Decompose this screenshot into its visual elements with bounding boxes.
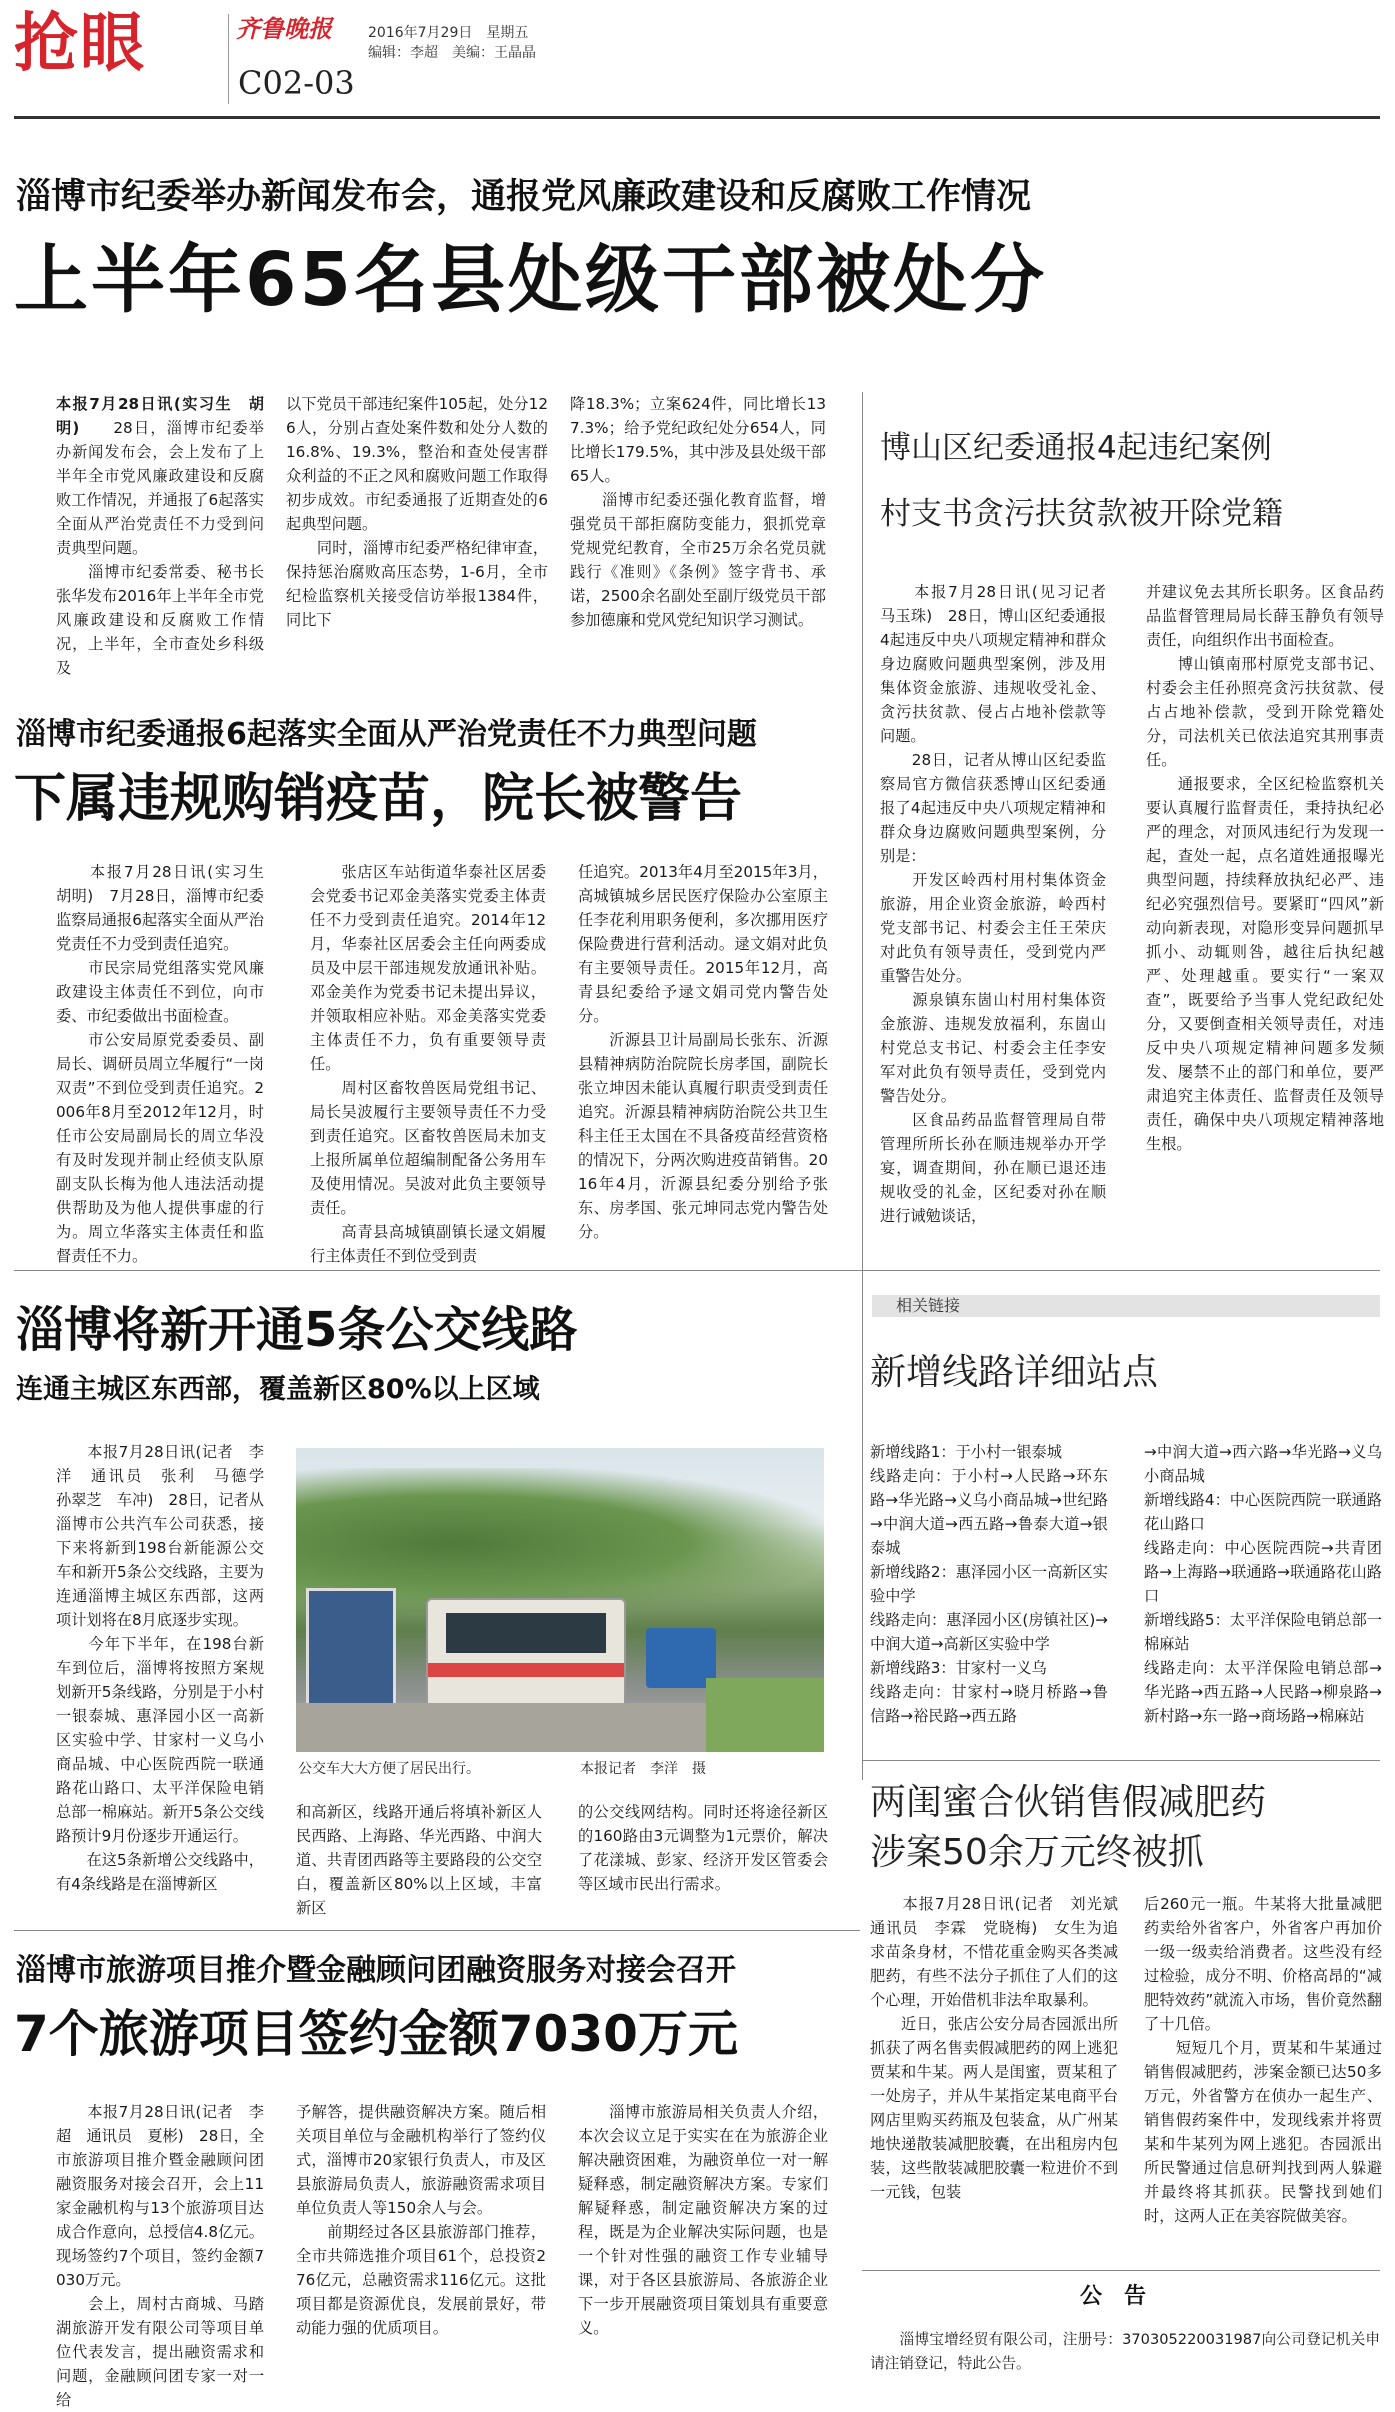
boshan-title-2: 村支书贪污扶贫款被开除党籍 <box>880 496 1283 532</box>
lead-body-1: 28日，淄博市纪委举办新闻发布会，会上发布了上半年全市党风廉政建设和反腐败工作情况，并通报了6起落实全面从严治党责任不力受到问责典型问题。 淄博市纪委常委、秘书长张华发布2016年上半年全市党风廉政建设和反腐败工作情况，上半年，全市查处乡科级及 <box>56 419 264 677</box>
issue-date: 2016年7月29日 星期五 <box>368 25 529 41</box>
editor-credit: 编辑：李超 美编：王晶晶 <box>368 45 536 61</box>
lead-dateline: 本报7月28日讯(实习生 胡明) <box>56 395 264 437</box>
page-number: C02-03 <box>238 64 355 102</box>
notice-top-rule <box>862 2270 1380 2271</box>
lead-headline: 上半年65名县处级干部被处分 <box>14 237 1047 323</box>
tourism-headline: 7个旅游项目签约金额7030万元 <box>14 2005 738 2063</box>
boshan-col-2: 并建议免去其所长职务。区食品药品监督管理局局长薛玉静负有领导责任，向组织作出书面检查。 博山镇南邢村原党支部书记、村委会主任孙照亮贪污扶贫款、侵占占地补偿款，受到开除党籍处分，司法机关已依法追究其刑事责任。 通报要求，全区纪检监察机关要认真履行监督责任，秉持执纪必严的理念，对顶风违纪行为发现一起，查处一起，点名道姓通报曝光典型问题，持续释放执纪必严、违纪必究强烈信号。要紧盯“四风”新动向新表现，对隐形变异问题抓早抓小、动辄则咎，越往后执纪越严、处理越重。要实行“一案双查”，既要给予当事人党纪政纪处分，又要倒查相关领导责任，对违反中央八项规定精神问题多发频发、屡禁不止的部门和单位，要严肃追究主体责任、监督责任及领导责任，确保中央八项规定精神落地生根。 <box>1146 583 1384 1153</box>
routes-left-rule <box>862 1290 863 1780</box>
photo-caption: 公交车大大方便了居民出行。 <box>298 1761 480 1777</box>
bus-col-1: 本报7月28日讯(记者 李洋 通讯员 张利 马德学 孙翠芝 车冲) 28日，记者从淄博市公共汽车公司获悉，接下来将新到198台新能源公交车和新开5条公交线路，主要为连通淄博主城区东西部，这两项计划将在8月底逐步实现。 今年下半年，在198台新车到位后，淄博将按照方案规划新开5条线路，分别是于小村一银泰城、惠泽园小区一高新区实验中学、甘家村一义乌小商品城、中心医院西院一联通路花山路口、太平洋保险电销总部一棉麻站。新开5条公交线路预计9月份逐步开通运行。 在这5条新增公交线路中，有4条线路是在淄博新区 <box>56 1443 264 1893</box>
tourism-top-rule <box>14 1930 860 1931</box>
vaccine-col-2: 张店区车站街道华泰社区居委会党委书记邓金美落实党委主体责任不力受到责任追究。2014年12月，华泰社区居委会主任向两委成员及中层干部违规发放通讯补贴。邓金美作为党委书记未提出异议，并领取相应补贴。邓金美落实党委主体责任不力，负有重要领导责任。 周村区畜牧兽医局党组书记、局长吴波履行主要领导责任不力受到责任追究。区畜牧兽医局未加支上报所属单位超编制配备公务用车及使用情况。吴波对此负主要领导责任。 高青县高城镇副镇长逯文娟履行主体责任不到位受到责 <box>310 863 546 1265</box>
vaccine-col-1: 本报7月28日讯(实习生 胡明) 7月28日，淄博市纪委监察局通报6起落实全面从严治党责任不力受到责任追究。 市民宗局党组落实党风廉政建设主体责任不到位，向市委、市纪委做出书面检查。 市公安局原党委委员、副局长、调研员周立华履行“一岗双责”不到位受到责任追究。2006年8月至2012年12月，时任市公安局副局长的周立华没有及时发现并制止经侦支队原副支队长梅为他人违法活动提供帮助及为他人提供事虚的行为。周立华落实主体责任和监督责任不力。 <box>56 863 264 1265</box>
bus-window <box>446 1613 606 1653</box>
bus-col-3: 的公交线网结构。同时还将途径新区的160路由3元调整为1元票价，解决了花漾城、彭家、经济开发区管委会等区域市民出行需求。 <box>578 1803 828 1893</box>
lead-col-3: 降18.3%；立案624件，同比增长137.3%；给予党纪政纪处分654人，同比增长179.5%，其中涉及县处级干部65人。 淄博市纪委还强化教育监督，增强党员干部拒腐防变能力，狠抓党章党规党纪教育，全市25万余名党员就践行《准则》《条例》签字背书、承诺，2500余名副处至副厅级党员干部参加德廉和党风党纪知识学习测试。 <box>570 395 826 629</box>
fertilizer-headline-1: 两闺蜜合伙销售假减肥药 <box>870 1782 1267 1823</box>
vaccine-headline: 下属违规购销疫苗，院长被警告 <box>14 769 743 829</box>
bus-photo <box>296 1448 824 1752</box>
routes-title: 新增线路详细站点 <box>870 1352 1159 1393</box>
fertilizer-col-1: 本报7月28日讯(记者 刘光斌 通讯员 李霖 党晓梅) 女生为追求苗条身材，不惜花重金购买各类减肥药，有些不法分子抓住了人们的这个心理，开始借机非法牟取暴利。 近日，张店公安分局杏园派出所抓获了两名售卖假减肥药的网上逃犯贾某和牛某。两人是闺蜜，贾某租了一处房子，并从牛某指定某电商平台网店里购买药瓶及包装盒，从广州某地快递散装减肥胶囊，在出租房内包装，这些散装减肥胶囊一粒进价不到一元钱，包装 <box>870 1895 1118 2201</box>
notice-title: 公 告 <box>1080 2284 1147 2309</box>
bus-shelter <box>306 1588 396 1708</box>
masthead-divider <box>228 14 229 104</box>
lead-col-2: 以下党员干部违纪案件105起，处分126人，分别占查处案件数和处分人数的16.8%、19.3%，整治和查处侵害群众利益的不正之风和腐败问题工作取得初步成效。市纪委通报了近期查处的6起典型问题。 同时，淄博市纪委严格纪律审查，保持惩治腐败高压态势，1-6月，全市纪检监察机关接受信访举报1384件，同比下 <box>286 395 548 629</box>
vaccine-col-3: 任追究。2013年4月至2015年3月，高城镇城乡居民医疗保险办公室原主任李花利用职务便利，多次挪用医疗保险费进行营利活动。逯文娟对此负有主要领导责任。2015年12月，高青县纪委给予逯文娟司党内警告处分。 沂源县卫计局副局长张东、沂源县精神病防治院院长房孝国，副院长张立坤因未能认真履行职责受到责任追究。沂源县精神病防治院公共卫生科主任王太国在不具备疫苗经营资格的情况下，分两次购进疫苗销售。2016年4月，沂源县纪委分别给予张东、房孝国、张元坤同志党内警告处分。 <box>578 863 828 1241</box>
photo-credit: 本报记者 李洋 摄 <box>580 1761 706 1777</box>
fertilizer-top-rule <box>862 1760 1380 1761</box>
lead-kicker: 淄博市纪委举办新闻发布会，通报党风廉政建设和反腐败工作情况 <box>16 177 1032 217</box>
tourism-col-3: 淄博市旅游局相关负责人介绍，本次会议立足于实实在在为旅游企业解决融资困难，为融资单位一对一解疑释惑，制定融资解决方案。专家们解疑释惑，制定融资解决方案的过程，既是为企业解决实际问题，也是一个针对性强的融资工作专业辅导课，对于各区县旅游局、各旅游企业下一步开展融资项目策划具有重要意义。 <box>578 2103 828 2337</box>
tourism-kicker: 淄博市旅游项目推介暨金融顾问团融资服务对接会召开 <box>16 1953 736 1988</box>
notice-text: 淄博宝增经贸有限公司，注册号：370305220031987向公司登记机关申请注销登记，特此公告。 <box>870 2331 1380 2372</box>
tourism-col-2: 予解答，提供融资解决方案。随后相关项目单位与金融机构举行了签约仪式，淄博市20家银行负责人，市及区县旅游局负责人，旅游融资需求项目单位负责人等150余人与会。 前期经过各区县旅游部门推荐，全市共筛选推介项目61个，总投资276亿元，总融资需求116亿元。这批项目都是资源优良，发展前景好，带动能力强的优质项目。 <box>296 2103 546 2337</box>
mid-rule <box>14 1270 1380 1271</box>
lead-col-1 <box>56 392 264 680</box>
boshan-title-1: 博山区纪委通报4起违纪案例 <box>880 430 1272 466</box>
tourism-col-1: 本报7月28日讯(记者 李超 通讯员 夏彬) 28日，全市旅游项目推介暨金融顾问团融资服务对接会召开，会上11家金融机构与13个旅游项目达成合作意向，总授信4.8亿元。现场签约7个项目，签约金额7030万元。 会上，周村古商城、马踏湖旅游开发有限公司等项目单位代表发言，提出融资需求和问题，金融顾问团专家一对一给 <box>56 2103 264 2409</box>
bus-headline: 淄博将新开通5条公交线路 <box>16 1302 578 1358</box>
grass-verge <box>706 1678 824 1752</box>
boshan-col-1: 本报7月28日讯(见习记者 马玉珠) 28日，博山区纪委通报4起违反中央八项规定精神和群众身边腐败问题典型案例，涉及用集体资金旅游、违规收受礼金、贪污扶贫款、侵占占地补偿款等问题。 28日，记者从博山区纪委监察局官方微信获悉博山区纪委通报了4起违反中央八项规定精神和群众身边腐败问题典型案例，分别是： 开发区岭西村用村集体资金旅游，用企业资金旅游，岭西村党支部书记、村委会主任王荣庆对此负有领导责任，受到党内严重警告处分。 源泉镇东崮山村用村集体资金旅游、违规发放福利，东崮山村党总支书记、村委会主任李安军对此负有领导责任，受到党内警告处分。 区食品药品监督管理局自带管理所所长孙在顺违规举办开学宴，调查期间，孙在顺已退还违规收受的礼金，区纪委对孙在顺进行诫勉谈话， <box>880 583 1106 1225</box>
fertilizer-col-2: 后260元一瓶。牛某将大批量减肥药卖给外省客户，外省客户再加价一级一级卖给消费者。这些没有经过检验，成分不明、价格高昂的“减肥特效药”就流入市场，售价竟然翻了十几倍。 短短几个月，贾某和牛某通过销售假减肥药，涉案金额已达50多万元，外省警方在侦办一起生产、销售假药案件中，发现线索并将贾某和牛某列为网上逃犯。杏园派出所民警通过信息研判找到两人躲避并最终将其抓获。民警找到她们时，这两人正在美容院做美容。 <box>1144 1895 1382 2225</box>
section-title: 抢眼 <box>14 7 146 81</box>
routes-tag: 相关链接 <box>896 1296 961 1315</box>
masthead-rule <box>14 116 1380 119</box>
vaccine-kicker: 淄博市纪委通报6起落实全面从严治党责任不力典型问题 <box>16 717 757 752</box>
boshan-left-rule <box>862 392 863 1310</box>
bus-stripe <box>428 1663 624 1677</box>
fertilizer-headline-2: 涉案50余万元终被抓 <box>870 1832 1204 1873</box>
routes-col-2: →中润大道→西六路→华光路→义乌小商品城 新增线路4：中心医院西院一联通路花山路口 线路走向：中心医院西院→共青团路→上海路→联通路→联通路花山路口 新增线路5：太平洋保险电销总部一棉麻站 线路走向：太平洋保险电销总部→华光路→西五路→人民路→柳泉路→新村路→东一路→商场路→棉麻站 <box>1144 1443 1382 1725</box>
bus-col-2: 和高新区，线路开通后将填补新区人民西路、上海路、华光西路、中润大道、共青团西路等主要路段的公交空白，覆盖新区80%以上区域，丰富新区 <box>296 1803 542 1917</box>
routes-col-1: 新增线路1：于小村一银泰城 线路走向：于小村→人民路→环东路→华光路→义乌小商品城→世纪路→中润大道→西五路→鲁泰大道→银泰城 新增线路2：惠泽园小区一高新区实验中学 线路走向：惠泽园小区(房镇社区)→中润大道→高新区实验中学 新增线路3：甘家村一义乌 线路走向：甘家村→晓月桥路→鲁信路→裕民路→西五路 <box>870 1443 1108 1725</box>
paper-logo: 齐鲁晚报 <box>236 14 332 43</box>
bus-subhead: 连通主城区东西部，覆盖新区80%以上区域 <box>16 1374 540 1405</box>
